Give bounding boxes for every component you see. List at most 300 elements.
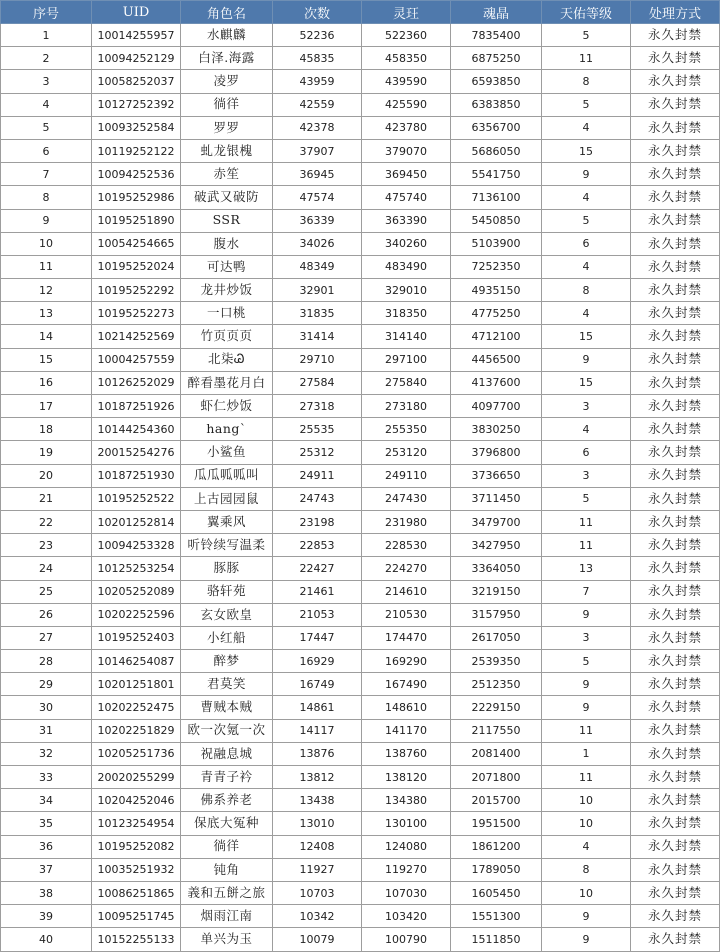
row-tianyou-level: 11: [542, 510, 631, 533]
row-lingjue: 148610: [362, 696, 451, 719]
row-lingjue: 100790: [362, 928, 451, 951]
row-tianyou-level: 15: [542, 325, 631, 348]
row-hunjing: 2512350: [451, 673, 542, 696]
row-hunjing: 6875250: [451, 47, 542, 70]
row-index: 33: [1, 766, 92, 789]
row-lingjue: 210530: [362, 603, 451, 626]
row-count: 10703: [273, 881, 362, 904]
row-uid: 10094253328: [92, 534, 181, 557]
row-tianyou-level: 8: [542, 279, 631, 302]
row-hunjing: 3796800: [451, 441, 542, 464]
row-hunjing: 3219150: [451, 580, 542, 603]
row-uid: 10094252536: [92, 163, 181, 186]
table-row: [1, 905, 720, 928]
row-lingjue: 273180: [362, 395, 451, 418]
row-lingjue: 522360: [362, 24, 451, 47]
row-hunjing: 2539350: [451, 650, 542, 673]
row-tianyou-level: 9: [542, 603, 631, 626]
row-count: 42378: [273, 116, 362, 139]
row-action: 永久封禁: [631, 650, 720, 673]
row-action: 永久封禁: [631, 24, 720, 47]
row-hunjing: 6593850: [451, 70, 542, 93]
row-uid: 10095251745: [92, 905, 181, 928]
row-hunjing: 6356700: [451, 116, 542, 139]
row-count: 29710: [273, 348, 362, 371]
row-lingjue: 475740: [362, 186, 451, 209]
row-index: 18: [1, 418, 92, 441]
row-uid: 10152255133: [92, 928, 181, 951]
table-row: [1, 789, 720, 812]
header-uid: UID: [92, 1, 181, 24]
row-role-name: 翼乘风: [181, 510, 273, 533]
row-tianyou-level: 11: [542, 766, 631, 789]
row-lingjue: 134380: [362, 789, 451, 812]
row-action: 永久封禁: [631, 116, 720, 139]
row-action: 永久封禁: [631, 858, 720, 881]
row-lingjue: 255350: [362, 418, 451, 441]
table-row: [1, 626, 720, 649]
row-lingjue: 174470: [362, 626, 451, 649]
row-hunjing: 5103900: [451, 232, 542, 255]
row-uid: 10054254665: [92, 232, 181, 255]
row-uid: 10058252037: [92, 70, 181, 93]
row-role-name: 竹页页页: [181, 325, 273, 348]
row-lingjue: 224270: [362, 557, 451, 580]
row-count: 21461: [273, 580, 362, 603]
row-uid: 10014255957: [92, 24, 181, 47]
row-count: 14117: [273, 719, 362, 742]
row-hunjing: 3736650: [451, 464, 542, 487]
row-uid: 10187251930: [92, 464, 181, 487]
row-action: 永久封禁: [631, 557, 720, 580]
row-role-name: 单兴为玉: [181, 928, 273, 951]
row-count: 17447: [273, 626, 362, 649]
row-hunjing: 2015700: [451, 789, 542, 812]
row-tianyou-level: 9: [542, 348, 631, 371]
row-role-name: 君莫笑: [181, 673, 273, 696]
row-role-name: 罗罗: [181, 116, 273, 139]
row-role-name: 曹贼本贼: [181, 696, 273, 719]
row-action: 永久封禁: [631, 719, 720, 742]
row-hunjing: 3711450: [451, 487, 542, 510]
row-uid: 10195252403: [92, 626, 181, 649]
table-row: [1, 858, 720, 881]
row-role-name: 钝角: [181, 858, 273, 881]
header-role-name: 角色名: [181, 1, 273, 24]
row-uid: 10004257559: [92, 348, 181, 371]
row-count: 22853: [273, 534, 362, 557]
table-row: [1, 650, 720, 673]
row-tianyou-level: 5: [542, 487, 631, 510]
row-tianyou-level: 10: [542, 812, 631, 835]
row-index: 7: [1, 163, 92, 186]
table-row: [1, 812, 720, 835]
row-role-name: 虾仁炒饭: [181, 395, 273, 418]
row-count: 24911: [273, 464, 362, 487]
row-lingjue: 228530: [362, 534, 451, 557]
row-role-name: 烟雨江南: [181, 905, 273, 928]
row-hunjing: 2081400: [451, 742, 542, 765]
row-lingjue: 119270: [362, 858, 451, 881]
row-role-name: 醉看墨花月白: [181, 371, 273, 394]
row-tianyou-level: 11: [542, 47, 631, 70]
table-row: [1, 742, 720, 765]
row-hunjing: 1511850: [451, 928, 542, 951]
header-count: 次数: [273, 1, 362, 24]
row-count: 42559: [273, 93, 362, 116]
row-lingjue: 425590: [362, 93, 451, 116]
table-row: [1, 116, 720, 139]
row-action: 永久封禁: [631, 673, 720, 696]
row-role-name: 瓜瓜呱呱叫: [181, 464, 273, 487]
row-action: 永久封禁: [631, 812, 720, 835]
table-row: [1, 302, 720, 325]
row-index: 6: [1, 139, 92, 162]
row-tianyou-level: 13: [542, 557, 631, 580]
row-uid: 10195252522: [92, 487, 181, 510]
row-index: 9: [1, 209, 92, 232]
row-hunjing: 3830250: [451, 418, 542, 441]
row-uid: 10204252046: [92, 789, 181, 812]
row-tianyou-level: 9: [542, 163, 631, 186]
row-uid: 10086251865: [92, 881, 181, 904]
table-row: [1, 348, 720, 371]
row-lingjue: 458350: [362, 47, 451, 70]
row-tianyou-level: 3: [542, 626, 631, 649]
row-uid: 10205252089: [92, 580, 181, 603]
row-role-name: 青青子衿: [181, 766, 273, 789]
row-lingjue: 369450: [362, 163, 451, 186]
row-hunjing: 2071800: [451, 766, 542, 789]
row-lingjue: 138120: [362, 766, 451, 789]
row-uid: 10201252814: [92, 510, 181, 533]
row-index: 5: [1, 116, 92, 139]
row-action: 永久封禁: [631, 487, 720, 510]
row-count: 27584: [273, 371, 362, 394]
row-uid: 10195252024: [92, 255, 181, 278]
row-lingjue: 124080: [362, 835, 451, 858]
row-hunjing: 4097700: [451, 395, 542, 418]
row-count: 16749: [273, 673, 362, 696]
row-hunjing: 5450850: [451, 209, 542, 232]
row-role-name: 虬龙银槐: [181, 139, 273, 162]
row-count: 11927: [273, 858, 362, 881]
row-lingjue: 107030: [362, 881, 451, 904]
row-tianyou-level: 11: [542, 534, 631, 557]
row-action: 永久封禁: [631, 139, 720, 162]
row-count: 13010: [273, 812, 362, 835]
row-uid: 10214252569: [92, 325, 181, 348]
row-uid: 10195251890: [92, 209, 181, 232]
table-row: [1, 441, 720, 464]
row-index: 26: [1, 603, 92, 626]
row-action: 永久封禁: [631, 209, 720, 232]
row-lingjue: 340260: [362, 232, 451, 255]
row-hunjing: 3427950: [451, 534, 542, 557]
row-uid: 20015254276: [92, 441, 181, 464]
table-row: [1, 139, 720, 162]
row-uid: 10195252082: [92, 835, 181, 858]
row-lingjue: 214610: [362, 580, 451, 603]
row-hunjing: 3364050: [451, 557, 542, 580]
row-lingjue: 329010: [362, 279, 451, 302]
row-tianyou-level: 4: [542, 186, 631, 209]
row-tianyou-level: 8: [542, 70, 631, 93]
row-action: 永久封禁: [631, 255, 720, 278]
row-action: 永久封禁: [631, 905, 720, 928]
row-tianyou-level: 8: [542, 858, 631, 881]
table-row: [1, 255, 720, 278]
row-hunjing: 1951500: [451, 812, 542, 835]
row-lingjue: 249110: [362, 464, 451, 487]
row-tianyou-level: 4: [542, 418, 631, 441]
table-row: [1, 163, 720, 186]
row-count: 14861: [273, 696, 362, 719]
row-index: 29: [1, 673, 92, 696]
row-tianyou-level: 15: [542, 139, 631, 162]
row-index: 36: [1, 835, 92, 858]
row-role-name: 小鲨鱼: [181, 441, 273, 464]
row-uid: 10201251801: [92, 673, 181, 696]
row-uid: 20020255299: [92, 766, 181, 789]
row-uid: 10035251932: [92, 858, 181, 881]
row-tianyou-level: 11: [542, 719, 631, 742]
row-action: 永久封禁: [631, 881, 720, 904]
row-lingjue: 439590: [362, 70, 451, 93]
row-role-name: 腹水: [181, 232, 273, 255]
row-tianyou-level: 6: [542, 232, 631, 255]
row-uid: 10126252029: [92, 371, 181, 394]
row-action: 永久封禁: [631, 441, 720, 464]
row-role-name: 赤笙: [181, 163, 273, 186]
row-count: 31414: [273, 325, 362, 348]
row-action: 永久封禁: [631, 325, 720, 348]
table-row: [1, 603, 720, 626]
row-uid: 10202252596: [92, 603, 181, 626]
row-lingjue: 318350: [362, 302, 451, 325]
row-tianyou-level: 7: [542, 580, 631, 603]
row-hunjing: 7835400: [451, 24, 542, 47]
row-lingjue: 253120: [362, 441, 451, 464]
row-count: 22427: [273, 557, 362, 580]
row-index: 16: [1, 371, 92, 394]
row-action: 永久封禁: [631, 418, 720, 441]
table-row: [1, 418, 720, 441]
row-count: 27318: [273, 395, 362, 418]
row-hunjing: 1861200: [451, 835, 542, 858]
row-lingjue: 363390: [362, 209, 451, 232]
row-hunjing: 5541750: [451, 163, 542, 186]
row-action: 永久封禁: [631, 835, 720, 858]
row-hunjing: 7136100: [451, 186, 542, 209]
row-lingjue: 138760: [362, 742, 451, 765]
row-count: 13876: [273, 742, 362, 765]
row-lingjue: 247430: [362, 487, 451, 510]
row-role-name: 凌罗: [181, 70, 273, 93]
row-lingjue: 423780: [362, 116, 451, 139]
row-tianyou-level: 5: [542, 209, 631, 232]
row-lingjue: 379070: [362, 139, 451, 162]
row-action: 永久封禁: [631, 696, 720, 719]
row-count: 36339: [273, 209, 362, 232]
header-hunjing: 魂晶: [451, 1, 542, 24]
row-count: 52236: [273, 24, 362, 47]
row-role-name: hang`: [181, 418, 273, 441]
table-row: [1, 835, 720, 858]
row-hunjing: 2229150: [451, 696, 542, 719]
row-action: 永久封禁: [631, 348, 720, 371]
row-role-name: 听铃续写温柔: [181, 534, 273, 557]
table-row: [1, 534, 720, 557]
header-index: 序号: [1, 1, 92, 24]
row-action: 永久封禁: [631, 279, 720, 302]
table-row: [1, 93, 720, 116]
row-tianyou-level: 4: [542, 302, 631, 325]
row-count: 13438: [273, 789, 362, 812]
row-role-name: 一口桃: [181, 302, 273, 325]
row-hunjing: 3479700: [451, 510, 542, 533]
table-row: [1, 279, 720, 302]
row-index: 4: [1, 93, 92, 116]
header-tianyou-level: 天佑等级: [542, 1, 631, 24]
row-uid: 10123254954: [92, 812, 181, 835]
row-lingjue: 167490: [362, 673, 451, 696]
table-row: [1, 186, 720, 209]
table-row: [1, 719, 720, 742]
row-lingjue: 169290: [362, 650, 451, 673]
table-row: [1, 557, 720, 580]
row-lingjue: 130100: [362, 812, 451, 835]
header-lingjue: 灵玨: [362, 1, 451, 24]
row-index: 11: [1, 255, 92, 278]
row-index: 10: [1, 232, 92, 255]
row-count: 13812: [273, 766, 362, 789]
row-count: 10079: [273, 928, 362, 951]
row-tianyou-level: 4: [542, 255, 631, 278]
row-count: 25535: [273, 418, 362, 441]
row-tianyou-level: 3: [542, 395, 631, 418]
row-hunjing: 4456500: [451, 348, 542, 371]
row-hunjing: 4775250: [451, 302, 542, 325]
row-count: 45835: [273, 47, 362, 70]
table-row: [1, 766, 720, 789]
table-row: [1, 395, 720, 418]
row-uid: 10205251736: [92, 742, 181, 765]
row-action: 永久封禁: [631, 742, 720, 765]
row-tianyou-level: 4: [542, 835, 631, 858]
table-row: [1, 47, 720, 70]
row-uid: 10202251829: [92, 719, 181, 742]
row-uid: 10093252584: [92, 116, 181, 139]
table-row: [1, 510, 720, 533]
row-uid: 10144254360: [92, 418, 181, 441]
row-uid: 10195252986: [92, 186, 181, 209]
row-count: 34026: [273, 232, 362, 255]
row-count: 32901: [273, 279, 362, 302]
row-index: 35: [1, 812, 92, 835]
row-index: 37: [1, 858, 92, 881]
row-action: 永久封禁: [631, 510, 720, 533]
row-index: 17: [1, 395, 92, 418]
row-role-name: 義和五餅之旅: [181, 881, 273, 904]
row-hunjing: 4137600: [451, 371, 542, 394]
row-role-name: SSR: [181, 209, 273, 232]
row-index: 24: [1, 557, 92, 580]
row-count: 37907: [273, 139, 362, 162]
row-tianyou-level: 1: [542, 742, 631, 765]
table-row: [1, 464, 720, 487]
row-tianyou-level: 3: [542, 464, 631, 487]
row-index: 19: [1, 441, 92, 464]
row-role-name: 佛系养老: [181, 789, 273, 812]
row-index: 1: [1, 24, 92, 47]
row-action: 永久封禁: [631, 371, 720, 394]
row-role-name: 徜徉: [181, 835, 273, 858]
row-count: 23198: [273, 510, 362, 533]
row-index: 3: [1, 70, 92, 93]
row-hunjing: 1789050: [451, 858, 542, 881]
row-tianyou-level: 9: [542, 928, 631, 951]
row-role-name: 徜徉: [181, 93, 273, 116]
row-tianyou-level: 5: [542, 24, 631, 47]
row-tianyou-level: 9: [542, 696, 631, 719]
row-action: 永久封禁: [631, 163, 720, 186]
row-role-name: 玄女欧皇: [181, 603, 273, 626]
row-hunjing: 7252350: [451, 255, 542, 278]
row-tianyou-level: 6: [542, 441, 631, 464]
table-header-row: [1, 1, 720, 24]
row-index: 12: [1, 279, 92, 302]
table-row: [1, 673, 720, 696]
table-row: [1, 928, 720, 951]
row-lingjue: 103420: [362, 905, 451, 928]
row-role-name: 可达鸭: [181, 255, 273, 278]
row-index: 25: [1, 580, 92, 603]
row-role-name: 北柒Ꮚ: [181, 348, 273, 371]
row-role-name: 水麒麟: [181, 24, 273, 47]
row-role-name: 祝融息城: [181, 742, 273, 765]
row-action: 永久封禁: [631, 626, 720, 649]
row-tianyou-level: 5: [542, 93, 631, 116]
row-index: 32: [1, 742, 92, 765]
row-index: 8: [1, 186, 92, 209]
row-count: 10342: [273, 905, 362, 928]
row-tianyou-level: 9: [542, 673, 631, 696]
row-action: 永久封禁: [631, 464, 720, 487]
row-action: 永久封禁: [631, 603, 720, 626]
table-row: [1, 487, 720, 510]
row-lingjue: 231980: [362, 510, 451, 533]
row-action: 永久封禁: [631, 789, 720, 812]
row-count: 21053: [273, 603, 362, 626]
row-count: 47574: [273, 186, 362, 209]
table-row: [1, 580, 720, 603]
row-tianyou-level: 9: [542, 905, 631, 928]
table-row: [1, 325, 720, 348]
row-hunjing: 5686050: [451, 139, 542, 162]
row-action: 永久封禁: [631, 302, 720, 325]
row-index: 38: [1, 881, 92, 904]
row-uid: 10195252292: [92, 279, 181, 302]
row-action: 永久封禁: [631, 70, 720, 93]
row-index: 15: [1, 348, 92, 371]
row-role-name: 保底大冤种: [181, 812, 273, 835]
row-role-name: 白泽.海露: [181, 47, 273, 70]
table-body: [1, 24, 720, 952]
row-action: 永久封禁: [631, 186, 720, 209]
row-index: 21: [1, 487, 92, 510]
row-uid: 10187251926: [92, 395, 181, 418]
